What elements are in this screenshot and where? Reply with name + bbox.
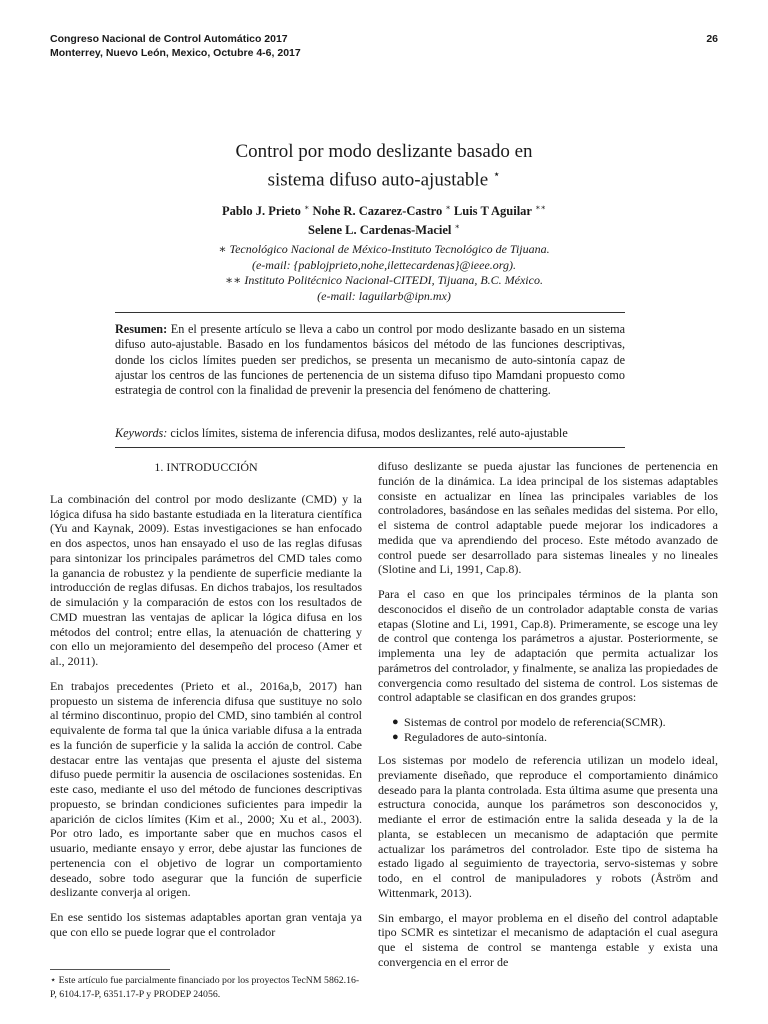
- section-heading: 1. INTRODUCCIÓN: [154, 460, 258, 474]
- abstract-bottom-rule: [115, 447, 625, 448]
- abstract-text: En el presente artículo se lleva a cabo un control por modo deslizante basado en un sistema difuso auto-ajustable. Basado en los fundamentos básicos del método de las funciones descriptivas, donde los ciclos límites pueden ser predichos, se presenta un mecanismo de auto-sintonía capaz de ajustar los centros de las funciones de pertenencia de un sistema difuso tipo Mamdani propuesto como estrategia de control con la finalidad de prevenir la presencia del fenómeno de chattering.: [115, 322, 626, 398]
- footnote-rule: [50, 969, 170, 970]
- author-name: Selene L. Cardenas-Maciel: [308, 223, 452, 238]
- keywords: [115, 426, 625, 441]
- page-number: 26: [706, 33, 718, 45]
- body-paragraph: La combinación del control por modo deslizante (CMD) y la lógica difusa ha sido bastante estudiada en la literatura científica (Yu and Kaynak, 2009). Estas investigaciones se han enfocado en dos aspectos, unos han ensayado el uso de las reglas difusas para sintonizar los principales parámetros del CMD tales como la ganancia de robustez y la pendiente de superficie mediante la introducción de reglas difusas. En dichos trabajos, los resultados de simulación y la comparación de estos con los resultados de CMD muestran las ventajas de aplicar la lógica difusa en los métodos del control; entre ellas, la atenuación de chattering y con ello un mejoramiento del desempeño del proceso (Amer et al., 2011).: [50, 491, 362, 668]
- right-column: [378, 459, 718, 980]
- bullet-dot-icon: ●: [392, 716, 399, 728]
- author-name: Nohe R. Cazarez-Castro: [312, 204, 443, 219]
- affiliation-line: ∗ Tecnológico Nacional de México-Instituto Tecnológico de Tijuana.: [218, 242, 550, 256]
- author-affil-mark: ∗∗: [535, 203, 546, 212]
- bullet-item: [392, 715, 718, 730]
- author-name: Pablo J. Prieto: [222, 204, 301, 219]
- affiliation-email: (e-mail: {pablojprieto,nohe,ilettecardenas}@ieee.org).: [251, 257, 516, 272]
- title-footnote-mark: ⋆: [492, 167, 501, 181]
- bullet-text: Sistemas de control por modelo de referencia(SCMR).: [404, 715, 666, 729]
- left-column: [50, 460, 362, 950]
- conference-location: Monterrey, Nuevo León, Mexico, Octubre 4-6, 2017: [50, 47, 301, 59]
- keywords-label: Keywords:: [115, 426, 168, 440]
- author-name: Luis T Aguilar: [453, 204, 532, 219]
- bullet-list: [378, 715, 718, 745]
- abstract-top-rule: [115, 312, 625, 313]
- title-line-2: sistema difuso auto-ajustable: [267, 169, 489, 191]
- abstract: [115, 322, 625, 398]
- body-paragraph: Sin embargo, el mayor problema en el diseño del control adaptable tipo SCMR es sintetizar el mecanismo de adaptación el cual asegura que el sistema de control se mantenga estable y exista una convergencia en el error de: [378, 910, 718, 969]
- title-line-1: Control por modo deslizante basado en: [235, 141, 533, 162]
- footnote: ⋆ Este artículo fue parcialmente financiado por los proyectos TecNM 5862.16-P, 6104.17-P, 6351.17-P y PRODEP 24056.: [50, 975, 360, 1000]
- abstract-label: Resumen:: [115, 322, 168, 336]
- author-list: [0, 200, 768, 238]
- affiliation-email: (e-mail: laguilarb@ipn.mx): [317, 288, 451, 303]
- conference-name: Congreso Nacional de Control Automático 2017: [50, 33, 288, 45]
- paper-title: [0, 140, 768, 191]
- author-affil-mark: ∗: [303, 203, 310, 212]
- bullet-dot-icon: ●: [392, 731, 399, 743]
- body-paragraph: Los sistemas por modelo de referencia utilizan un modelo ideal, previamente diseñado, que reproduce el comportamiento dinámico deseado para la planta controlada. Esta última asume que presenta una estructura conocida, aunque los parámetros son desconocidos y, mediante el error de estimación entre la salida deseada y la de la planta, se establecen un mecanismo de adaptación que permite actualizar los parámetros del controlador. Este tipo de sistema ha estado ligado al seguimiento de trayectoria, servo-sistemas y sobre todo, en el control de manipuladores y robots (Åström and Wittenmark, 2013).: [378, 753, 718, 900]
- affiliations: [0, 242, 768, 304]
- body-paragraph: difuso deslizante se pueda ajustar las funciones de pertenencia en función de la dinámica. La idea principal de los sistemas adaptables consiste en actualizar en línea las principales variables de los controladores, basándose en las señales medidas del sistema. Por ello, el sistema de control adaptable puede mejorar los indicadores a medida que va aprendiendo del proceso. Este método avanzado de control puede ser desarrollado para sistemas lineales y no lineales (Slotine and Li, 1991, Cap.8).: [378, 459, 718, 577]
- running-header: [50, 32, 718, 60]
- bullet-item: [392, 730, 718, 745]
- keywords-text: ciclos límites, sistema de inferencia difusa, modos deslizantes, relé auto-ajustable: [170, 426, 568, 440]
- body-paragraph: En trabajos precedentes (Prieto et al., 2016a,b, 2017) han propuesto un sistema de inferencia difusa que sustituye no solo al término discontinuo, propio del CMD, sino también al control equivalente de forma tal que la única variable difusa a la entrada es la función de superficie y la salida la acción de control. Cabe destacar entre las ventajas que presenta el ajuste del sistema difuso puede permitir la ausencia de oscilaciones sostenidas. En este caso, mediante el uso del método de funciones descriptivas propuesto, se brindan condiciones suficientes para impedir la aparición de ciclos límites (Kim et al., 2000; Xu et al., 2003). Por otro lado, es importante saber que en muchos casos el usuario, mediante ensayo y error, debe ajustar las funciones de pertenencia con el objetivo de lograr un comportamiento deseado, sobre todo asegurar que la función de superficie deslizante converja al origen.: [50, 678, 362, 900]
- author-affil-mark: ∗: [454, 222, 460, 232]
- body-paragraph: En ese sentido los sistemas adaptables aportan gran ventaja ya que con ello se puede lograr que el controlador: [50, 910, 362, 939]
- bullet-text: Reguladores de auto-sintonía.: [404, 730, 547, 744]
- body-paragraph: Para el caso en que los principales términos de la planta son desconocidos el diseño de un controlador adaptable consta de varias etapas (Slotine and Li, 1991, Cap.8). Primeramente, se escoge una ley de control que contenga los parámetros a ajustar. Posteriormente, se implementa una ley de adaptación que permita actualizar los parámetros del controlador, y finalmente, se analiza las propiedades de convergencia como resultado del sistema de control. Los sistemas de control adaptable se clasifican en dos grandes grupos:: [378, 587, 718, 705]
- affiliation-line: ∗∗ Instituto Politécnico Nacional-CITEDI, Tijuana, B.C. México.: [225, 273, 543, 288]
- author-affil-mark: ∗: [445, 203, 451, 212]
